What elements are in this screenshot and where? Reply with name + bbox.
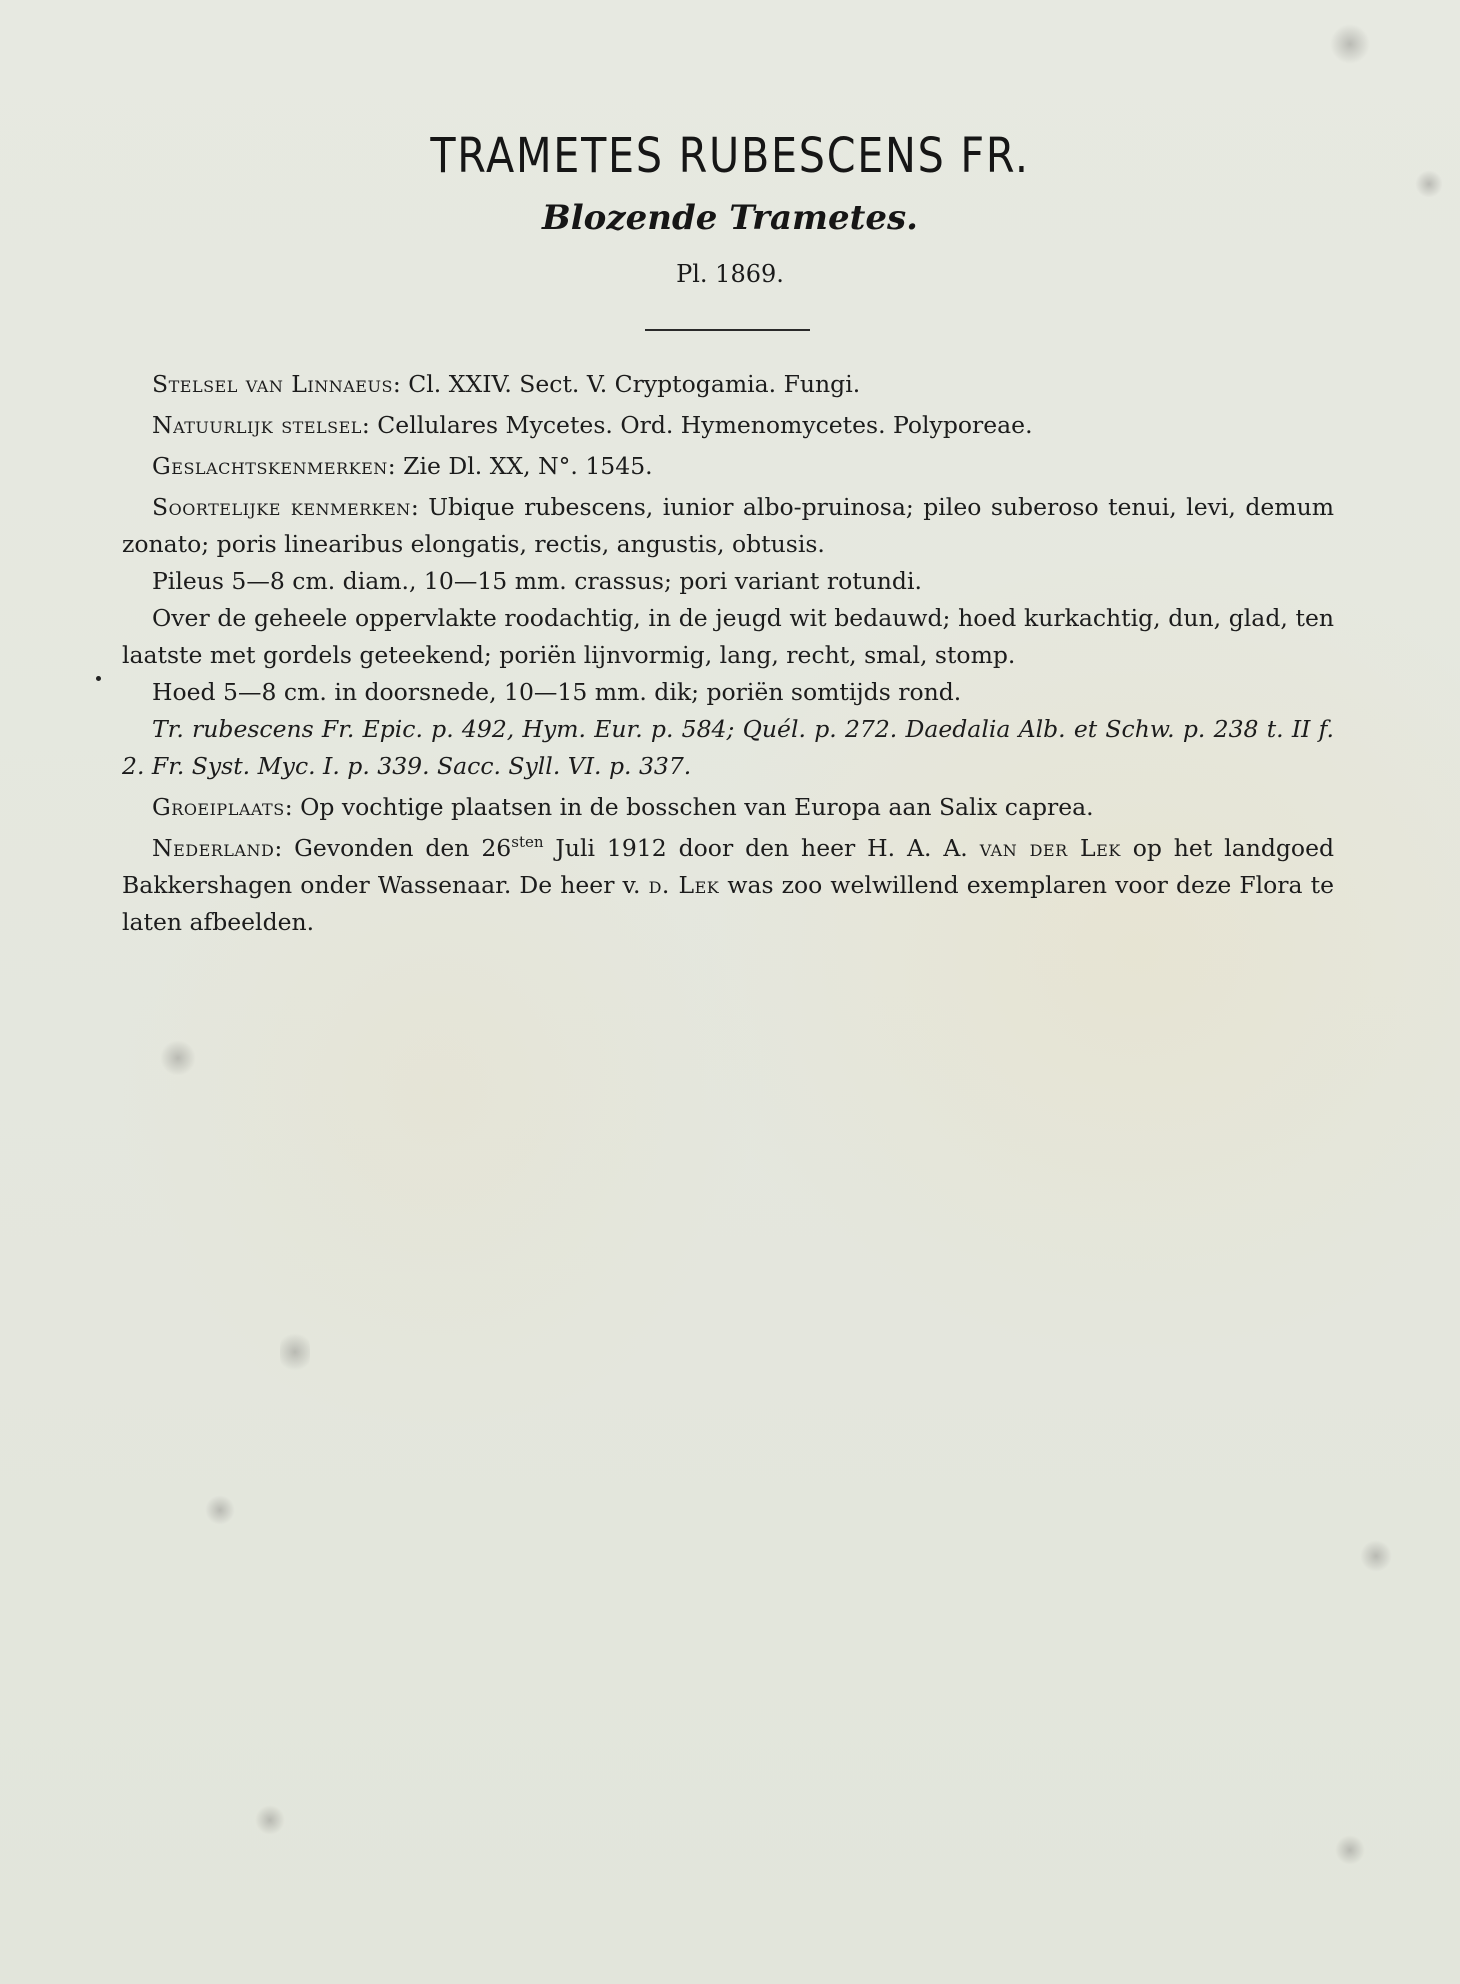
text-groeiplaats: : Op vochtige plaatsen in de bosschen van Europa aan Salix caprea. — [284, 793, 1094, 821]
paragraph-groeiplaats — [122, 789, 1334, 826]
label-soort: Soortelijke kenmerken — [152, 493, 411, 521]
label-stelsel: Stelsel van Linnaeus — [152, 370, 393, 398]
paragraph-hoed — [122, 674, 1334, 711]
description-body — [122, 366, 1334, 945]
label-natuurlijk: Natuurlijk stelsel — [152, 411, 362, 439]
print-blot — [1415, 170, 1443, 198]
plate-number: Pl. 1869. — [676, 260, 784, 288]
text-nederland-4: was zoo welwillend exemplaren voor deze Flora te laten afbeelden. — [122, 871, 1334, 936]
page-title: TRAMETES RUBESCENS FR. — [430, 128, 1030, 184]
paragraph-natuurlijk — [122, 407, 1334, 444]
name-d-lek: d. Lek — [648, 871, 720, 899]
paragraph-over — [122, 600, 1334, 674]
label-groeiplaats: Groeiplaats — [152, 793, 285, 821]
page-subtitle: Blozende Trametes. — [542, 198, 918, 238]
text-natuurlijk: : Cellulares Mycetes. Ord. Hymenomycetes. Polyporeae. — [361, 411, 1033, 439]
text-hoed: Hoed 5—8 cm. in doorsnede, 10—15 mm. dik; poriën somtijds rond. — [152, 678, 962, 706]
print-blot — [1335, 1835, 1365, 1865]
label-nederland: Nederland — [152, 834, 275, 862]
text-geslacht: : Zie Dl. XX, N°. 1545. — [387, 452, 653, 480]
print-blot — [1360, 1540, 1392, 1572]
paragraph-stelsel — [122, 366, 1334, 403]
label-geslacht: Geslachtskenmerken — [152, 452, 388, 480]
text-references: Tr. rubescens Fr. Epic. p. 492, Hym. Eur. p. 584; Quél. p. 272. Daedalia Alb. et Schw. p. 238 t. II f. 2. Fr. Syst. Myc. I. p. 339. Sacc. Syll. VI. p. 337. — [122, 715, 1334, 780]
superscript-sten: sten — [511, 833, 544, 852]
text-over: Over de geheele oppervlakte roodachtig, in de jeugd wit bedauwd; hoed kurkachtig, dun, glad, ten laatste met gordels geteekend; poriën lijnvormig, lang, recht, smal, stomp. — [122, 604, 1334, 669]
name-van-der-lek: van der Lek — [979, 834, 1121, 862]
paragraph-soort — [122, 489, 1334, 563]
margin-dot — [96, 676, 101, 681]
print-blot — [160, 1040, 196, 1076]
paragraph-pileus — [122, 563, 1334, 600]
paragraph-nederland — [122, 830, 1334, 941]
text-stelsel: : Cl. XXIV. Sect. V. Cryptogamia. Fungi. — [392, 370, 861, 398]
print-blot — [280, 1330, 310, 1374]
text-pileus: Pileus 5—8 cm. diam., 10—15 mm. crassus; pori variant rotundi. — [152, 567, 922, 595]
paragraph-geslacht — [122, 448, 1334, 485]
title-divider — [645, 329, 810, 331]
paragraph-references — [122, 711, 1334, 785]
print-blot — [255, 1805, 285, 1835]
text-nederland-3: op het landgoed Bakkershagen onder Wassenaar. De heer v. — [122, 834, 1335, 899]
print-blot — [205, 1495, 235, 1525]
text-nederland-1: : Gevonden den 26 — [274, 834, 512, 862]
text-nederland-2: Juli 1912 door den heer H. A. A. — [543, 834, 980, 862]
text-soort: : Ubique rubescens, iunior albo-pruinosa; pileo suberoso tenui, levi, demum zonato; poris linearibus elongatis, rectis, angustis, obtusis. — [122, 493, 1334, 558]
print-blot — [1330, 24, 1370, 64]
